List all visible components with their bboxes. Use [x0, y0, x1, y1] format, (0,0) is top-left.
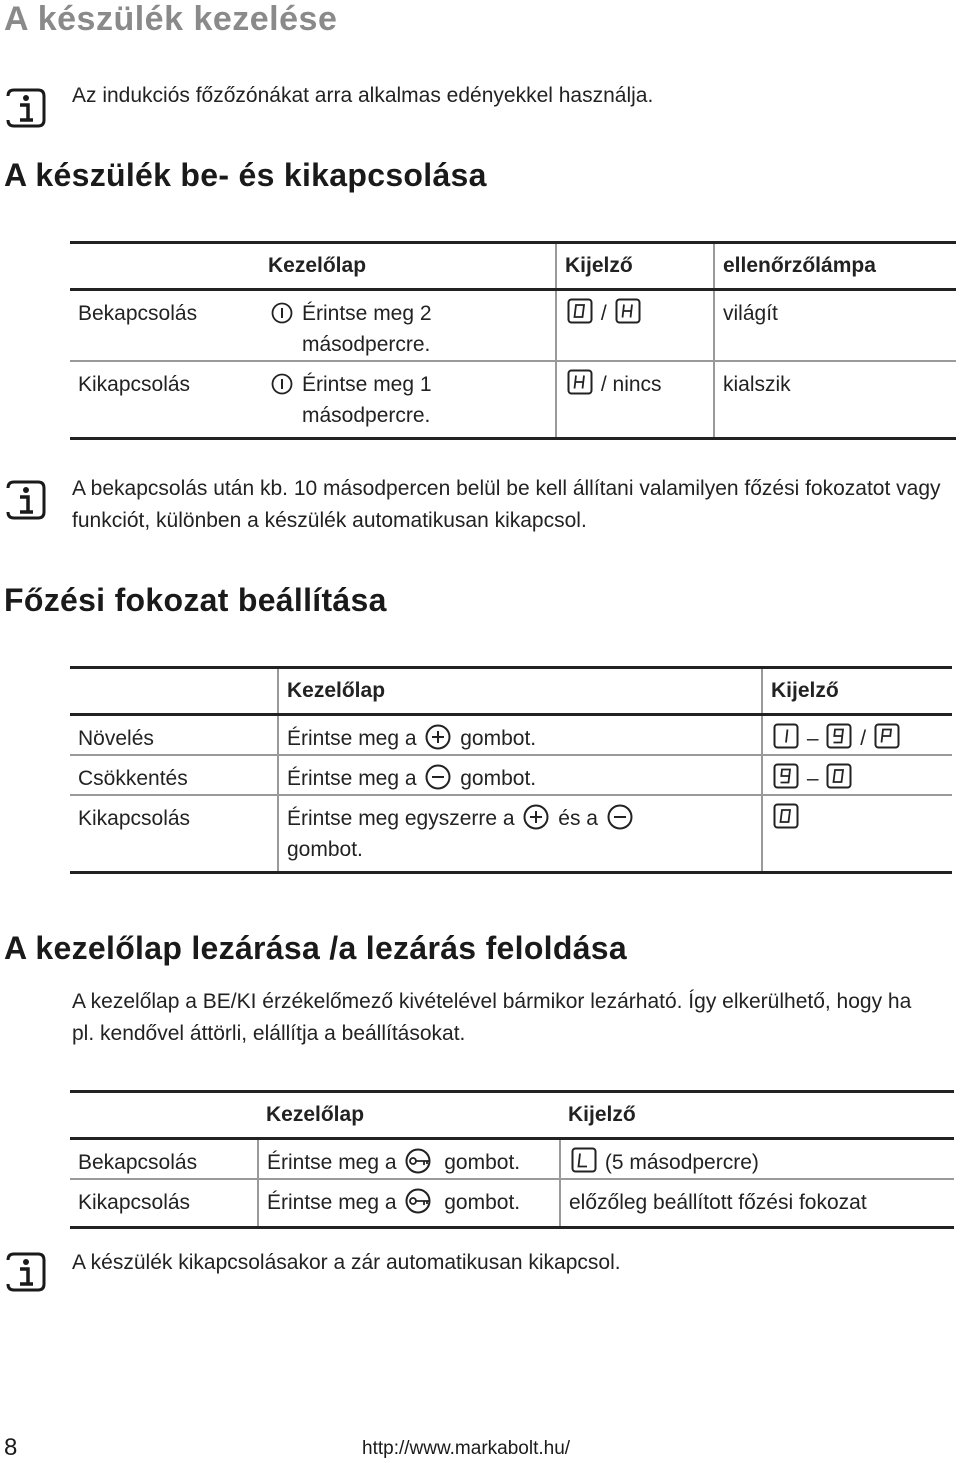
display-digit-0-icon	[826, 763, 852, 789]
page-title: A készülék kezelése	[4, 0, 338, 38]
info-icon	[4, 1250, 48, 1294]
lamp-status: kialszik	[714, 361, 956, 439]
display-digit-0-icon	[773, 803, 799, 829]
section-heading: A kezelőlap lezárása /a lezárás feloldása	[4, 930, 628, 966]
section-heading: Főzési fokozat beállítása	[4, 582, 387, 618]
column-header: Kijelző	[560, 1092, 954, 1139]
plus-icon	[523, 804, 549, 830]
table-row: Kikapcsolás Érintse meg 1 másodpercre. / nincs kialszik	[70, 361, 956, 439]
power-level-table	[70, 666, 952, 874]
table-row: Kikapcsolás Érintse meg egyszerre a és a gombot.	[70, 795, 952, 873]
row-label: Kikapcsolás	[70, 795, 278, 873]
footer-url[interactable]: http://www.markabolt.hu/	[362, 1438, 571, 1459]
power-icon	[271, 373, 293, 395]
lock-table	[70, 1090, 954, 1229]
table-row: Csökkentés Érintse meg a gombot. –	[70, 755, 952, 795]
display-p-icon	[874, 723, 900, 749]
on-off-table	[70, 241, 956, 440]
action-text: Érintse meg 2 másodpercre.	[302, 302, 432, 356]
info-note: A bekapcsolás után kb. 10 másodpercen belül be kell állítani valamilyen főzési fokozatot vagy funkciót, különben a készülék automatikusan kikapcsol.	[72, 477, 941, 532]
key-lock-icon	[405, 1188, 435, 1214]
display-digit-9-icon	[826, 723, 852, 749]
table-row: Kikapcsolás Érintse meg a gombot. előzőleg beállított főzési fokozat	[70, 1179, 954, 1228]
plus-icon	[425, 724, 451, 750]
display-digit-0-icon	[567, 298, 593, 324]
row-label: Bekapcsolás	[70, 1139, 258, 1180]
display-digit-1-icon	[773, 723, 799, 749]
table-row: Bekapcsolás Érintse meg 2 másodpercre. / világít	[70, 290, 956, 362]
row-label: Csökkentés	[70, 755, 278, 795]
page-number: 8	[4, 1434, 18, 1461]
info-icon	[4, 86, 48, 130]
section-heading: A készülék be- és kikapcsolása	[4, 157, 487, 193]
row-label: Bekapcsolás	[70, 290, 260, 362]
display-h-icon	[567, 369, 593, 395]
display-l-icon	[571, 1147, 597, 1173]
info-icon	[4, 478, 48, 522]
row-label: Kikapcsolás	[70, 1179, 258, 1228]
table-row: Növelés Érintse meg a gombot. – /	[70, 715, 952, 756]
column-header: Kijelző	[762, 668, 952, 715]
info-note: Az indukciós főzőzónákat arra alkalmas edényekkel használja.	[72, 84, 654, 107]
row-label: Növelés	[70, 715, 278, 756]
minus-icon	[425, 764, 451, 790]
action-text: Érintse meg 1 másodpercre.	[302, 373, 432, 427]
column-header: Kezelőlap	[278, 668, 762, 715]
display-digit-9-icon	[773, 763, 799, 789]
minus-icon	[607, 804, 633, 830]
table-row: Bekapcsolás Érintse meg a gombot. (5 másodpercre)	[70, 1139, 954, 1180]
row-label: Kikapcsolás	[70, 361, 260, 439]
column-header: Kezelőlap	[258, 1092, 560, 1139]
display-h-icon	[615, 298, 641, 324]
column-header: Kezelőlap	[260, 243, 556, 290]
power-icon	[271, 302, 293, 324]
column-header: Kijelző	[556, 243, 714, 290]
column-header: ellenőrzőlámpa	[714, 243, 956, 290]
key-lock-icon	[405, 1148, 435, 1174]
lamp-status: világít	[714, 290, 956, 362]
info-note: A készülék kikapcsolásakor a zár automatikusan kikapcsol.	[72, 1251, 621, 1274]
section-intro: A kezelőlap a BE/KI érzékelőmező kivételével bármikor lezárható. Így elkerülhető, hogy ha pl. kendővel áttörli, elállítja a beállításokat.	[72, 990, 912, 1045]
